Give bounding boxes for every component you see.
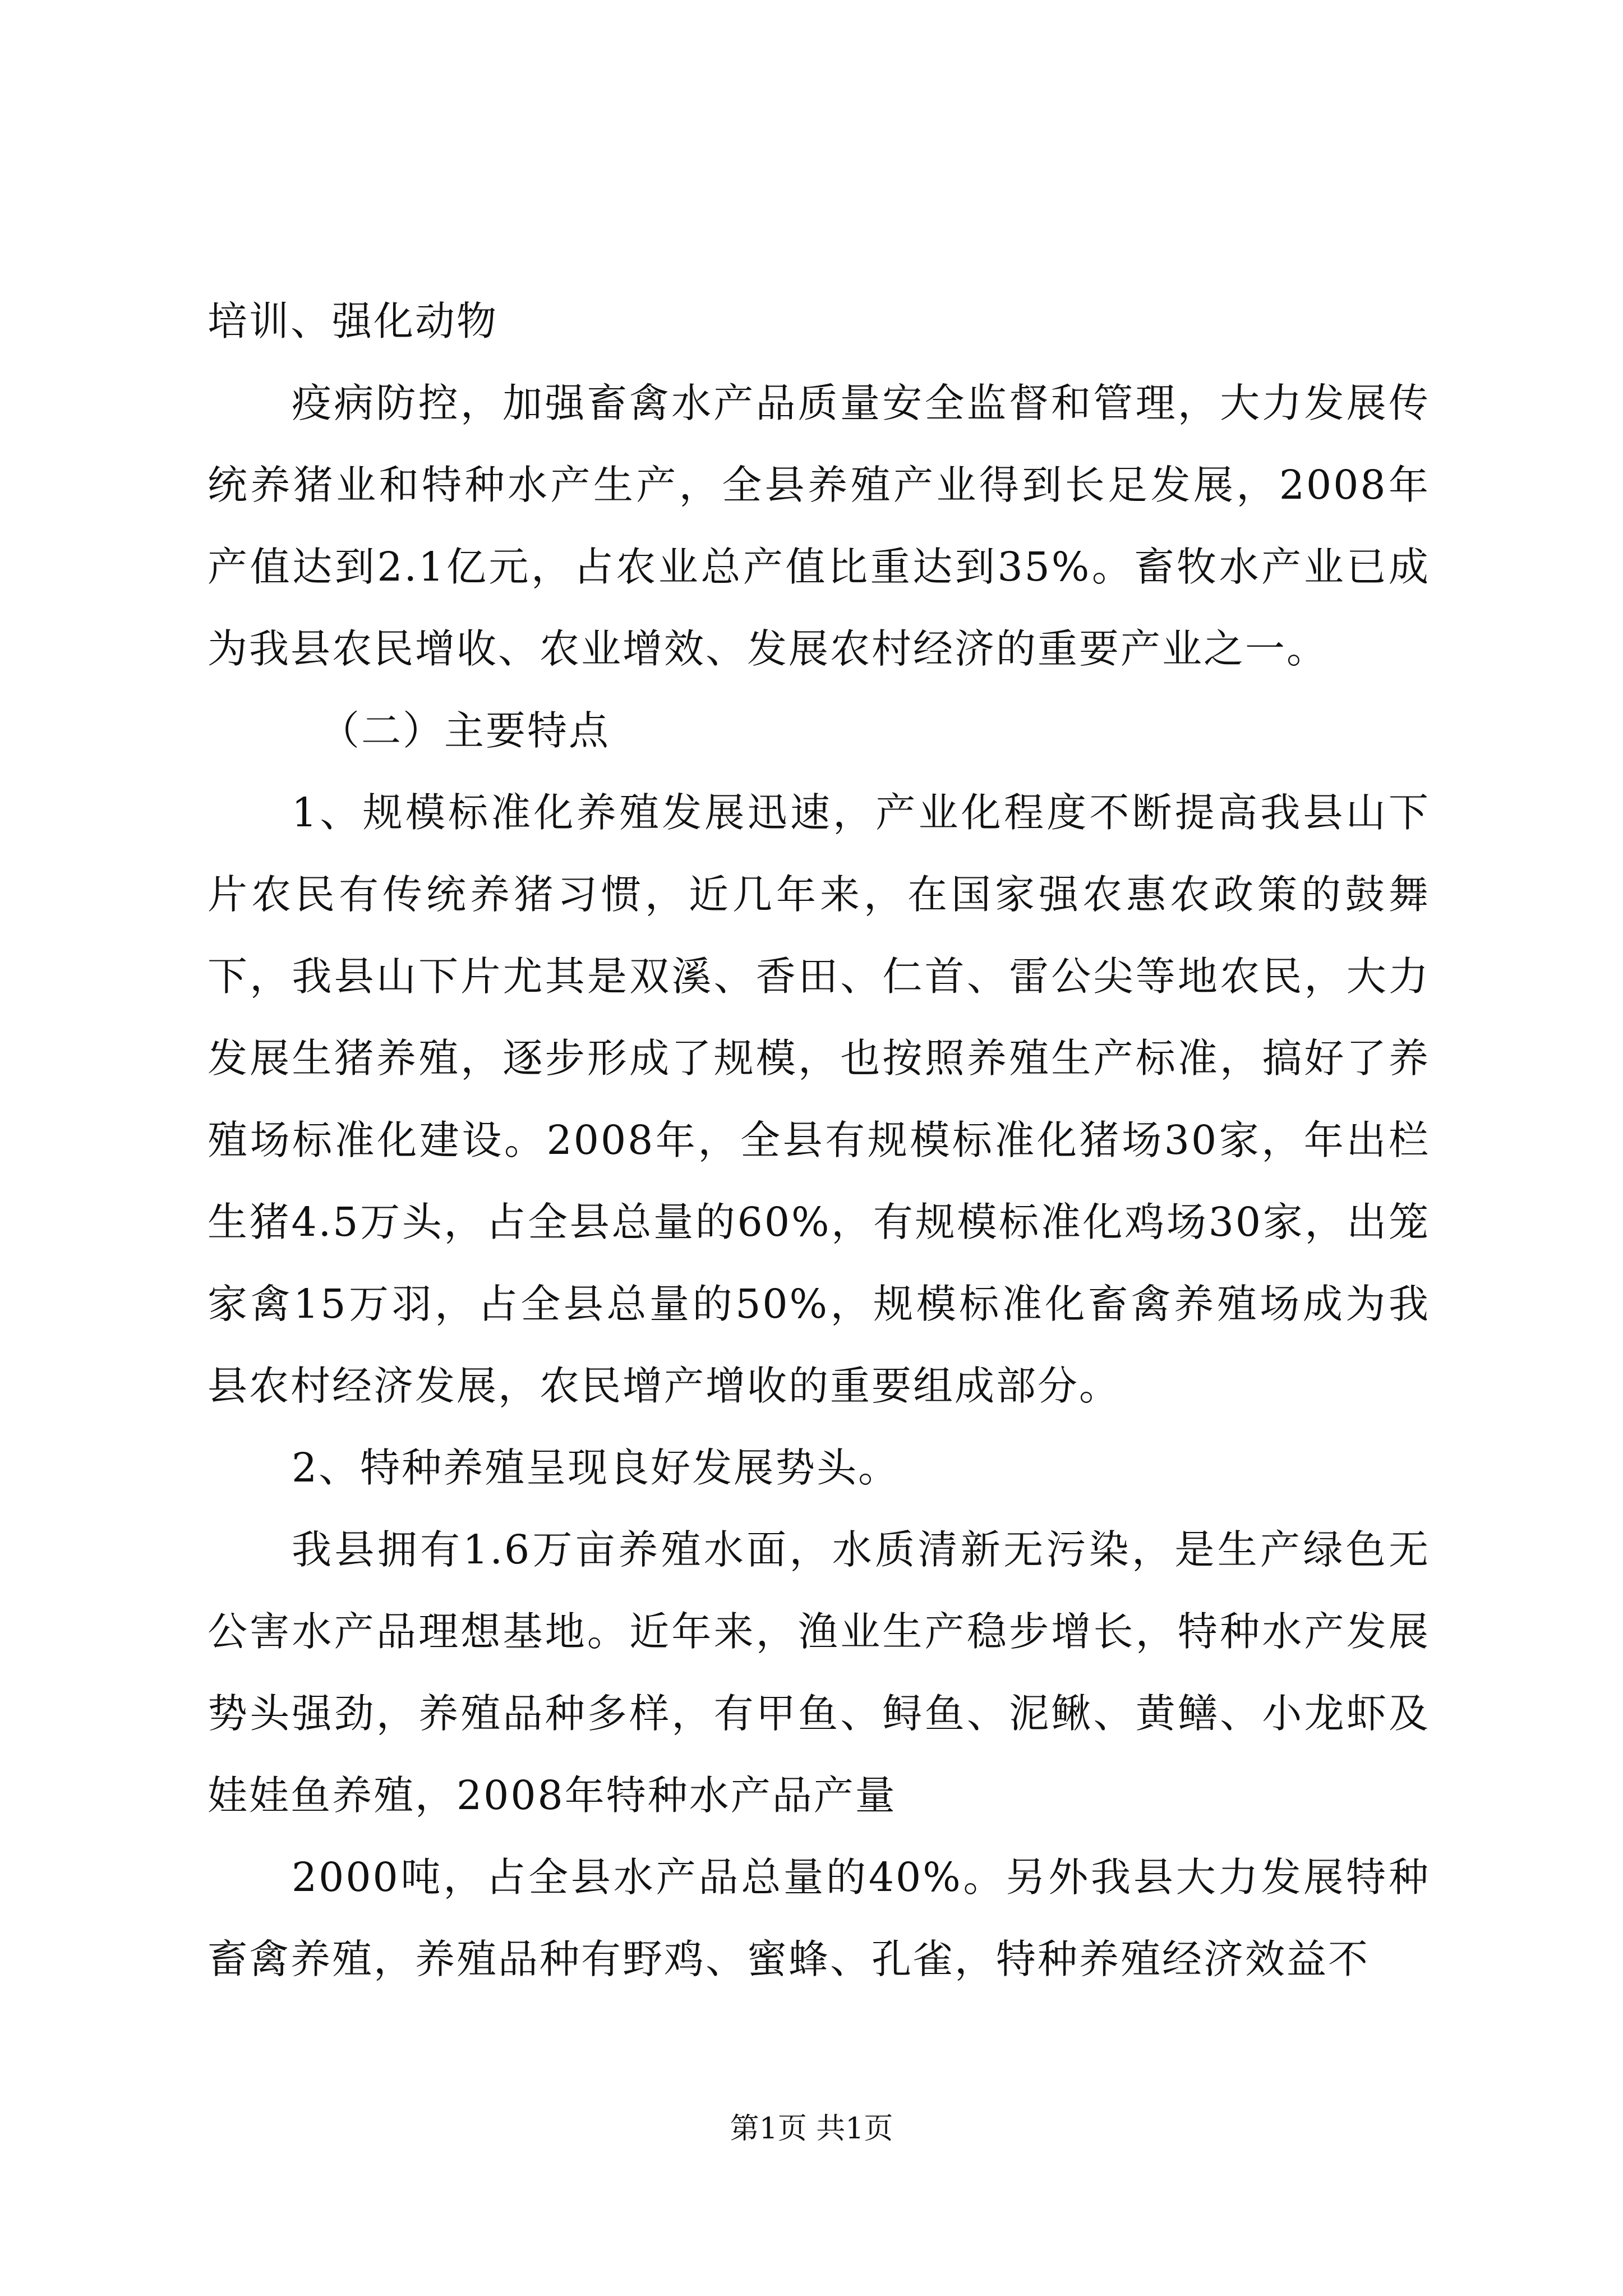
paragraph-aquaculture: 我县拥有1.6万亩养殖水面，水质清新无污染，是生产绿色无公害水产品理想基地。近年来，渔业生产稳步增长，特种水产发展势头强劲，养殖品种多样，有甲鱼、鲟鱼、泥鳅、黄鳝、小龙虾及娃娃鱼养殖，2008年特种水产品产量 <box>208 1526 1430 1819</box>
section-heading: （二）主要特点 <box>320 707 611 754</box>
paragraph-continuation: 培训、强化动物 <box>208 298 499 344</box>
paragraph-overview: 疫病防控，加强畜禽水产品质量安全监督和管理，大力发展传统养猪业和特种水产生产，全县养殖产业得到长足发展，2008年产值达到2.1亿元，占农业总产值比重达到35%。畜牧水产业已成为我县农民增收、农业增效、发展农村经济的重要产业之一。 <box>208 380 1430 672</box>
page-footer: 第1页 共1页 <box>730 2112 893 2146</box>
paragraph-special-breeding: 2000吨，占全县水产品总量的40%。另外我县大力发展特种畜禽养殖，养殖品种有野鸡、蜜蜂、孔雀，特种养殖经济效益不 <box>208 1854 1430 1982</box>
paragraph-point-2-title: 2、特种养殖呈现良好发展势头。 <box>292 1444 900 1491</box>
document-body <box>208 280 1430 2000</box>
paragraph-point-1: 1、规模标准化养殖发展迅速，产业化程度不断提高我县山下片农民有传统养猪习惯，近几年来，在国家强农惠农政策的鼓舞下，我县山下片尤其是双溪、香田、仁首、雷公尖等地农民，大力发展生猪养殖，逐步形成了规模，也按照养殖生产标准，搞好了养殖场标准化建设。2008年，全县有规模标准化猪场30家，年出栏生猪4.5万头，占全县总量的60%，有规模标准化鸡场30家，出笼家禽15万羽，占全县总量的50%，规模标准化畜禽养殖场成为我县农村经济发展，农民增产增收的重要组成部分。 <box>208 789 1430 1409</box>
